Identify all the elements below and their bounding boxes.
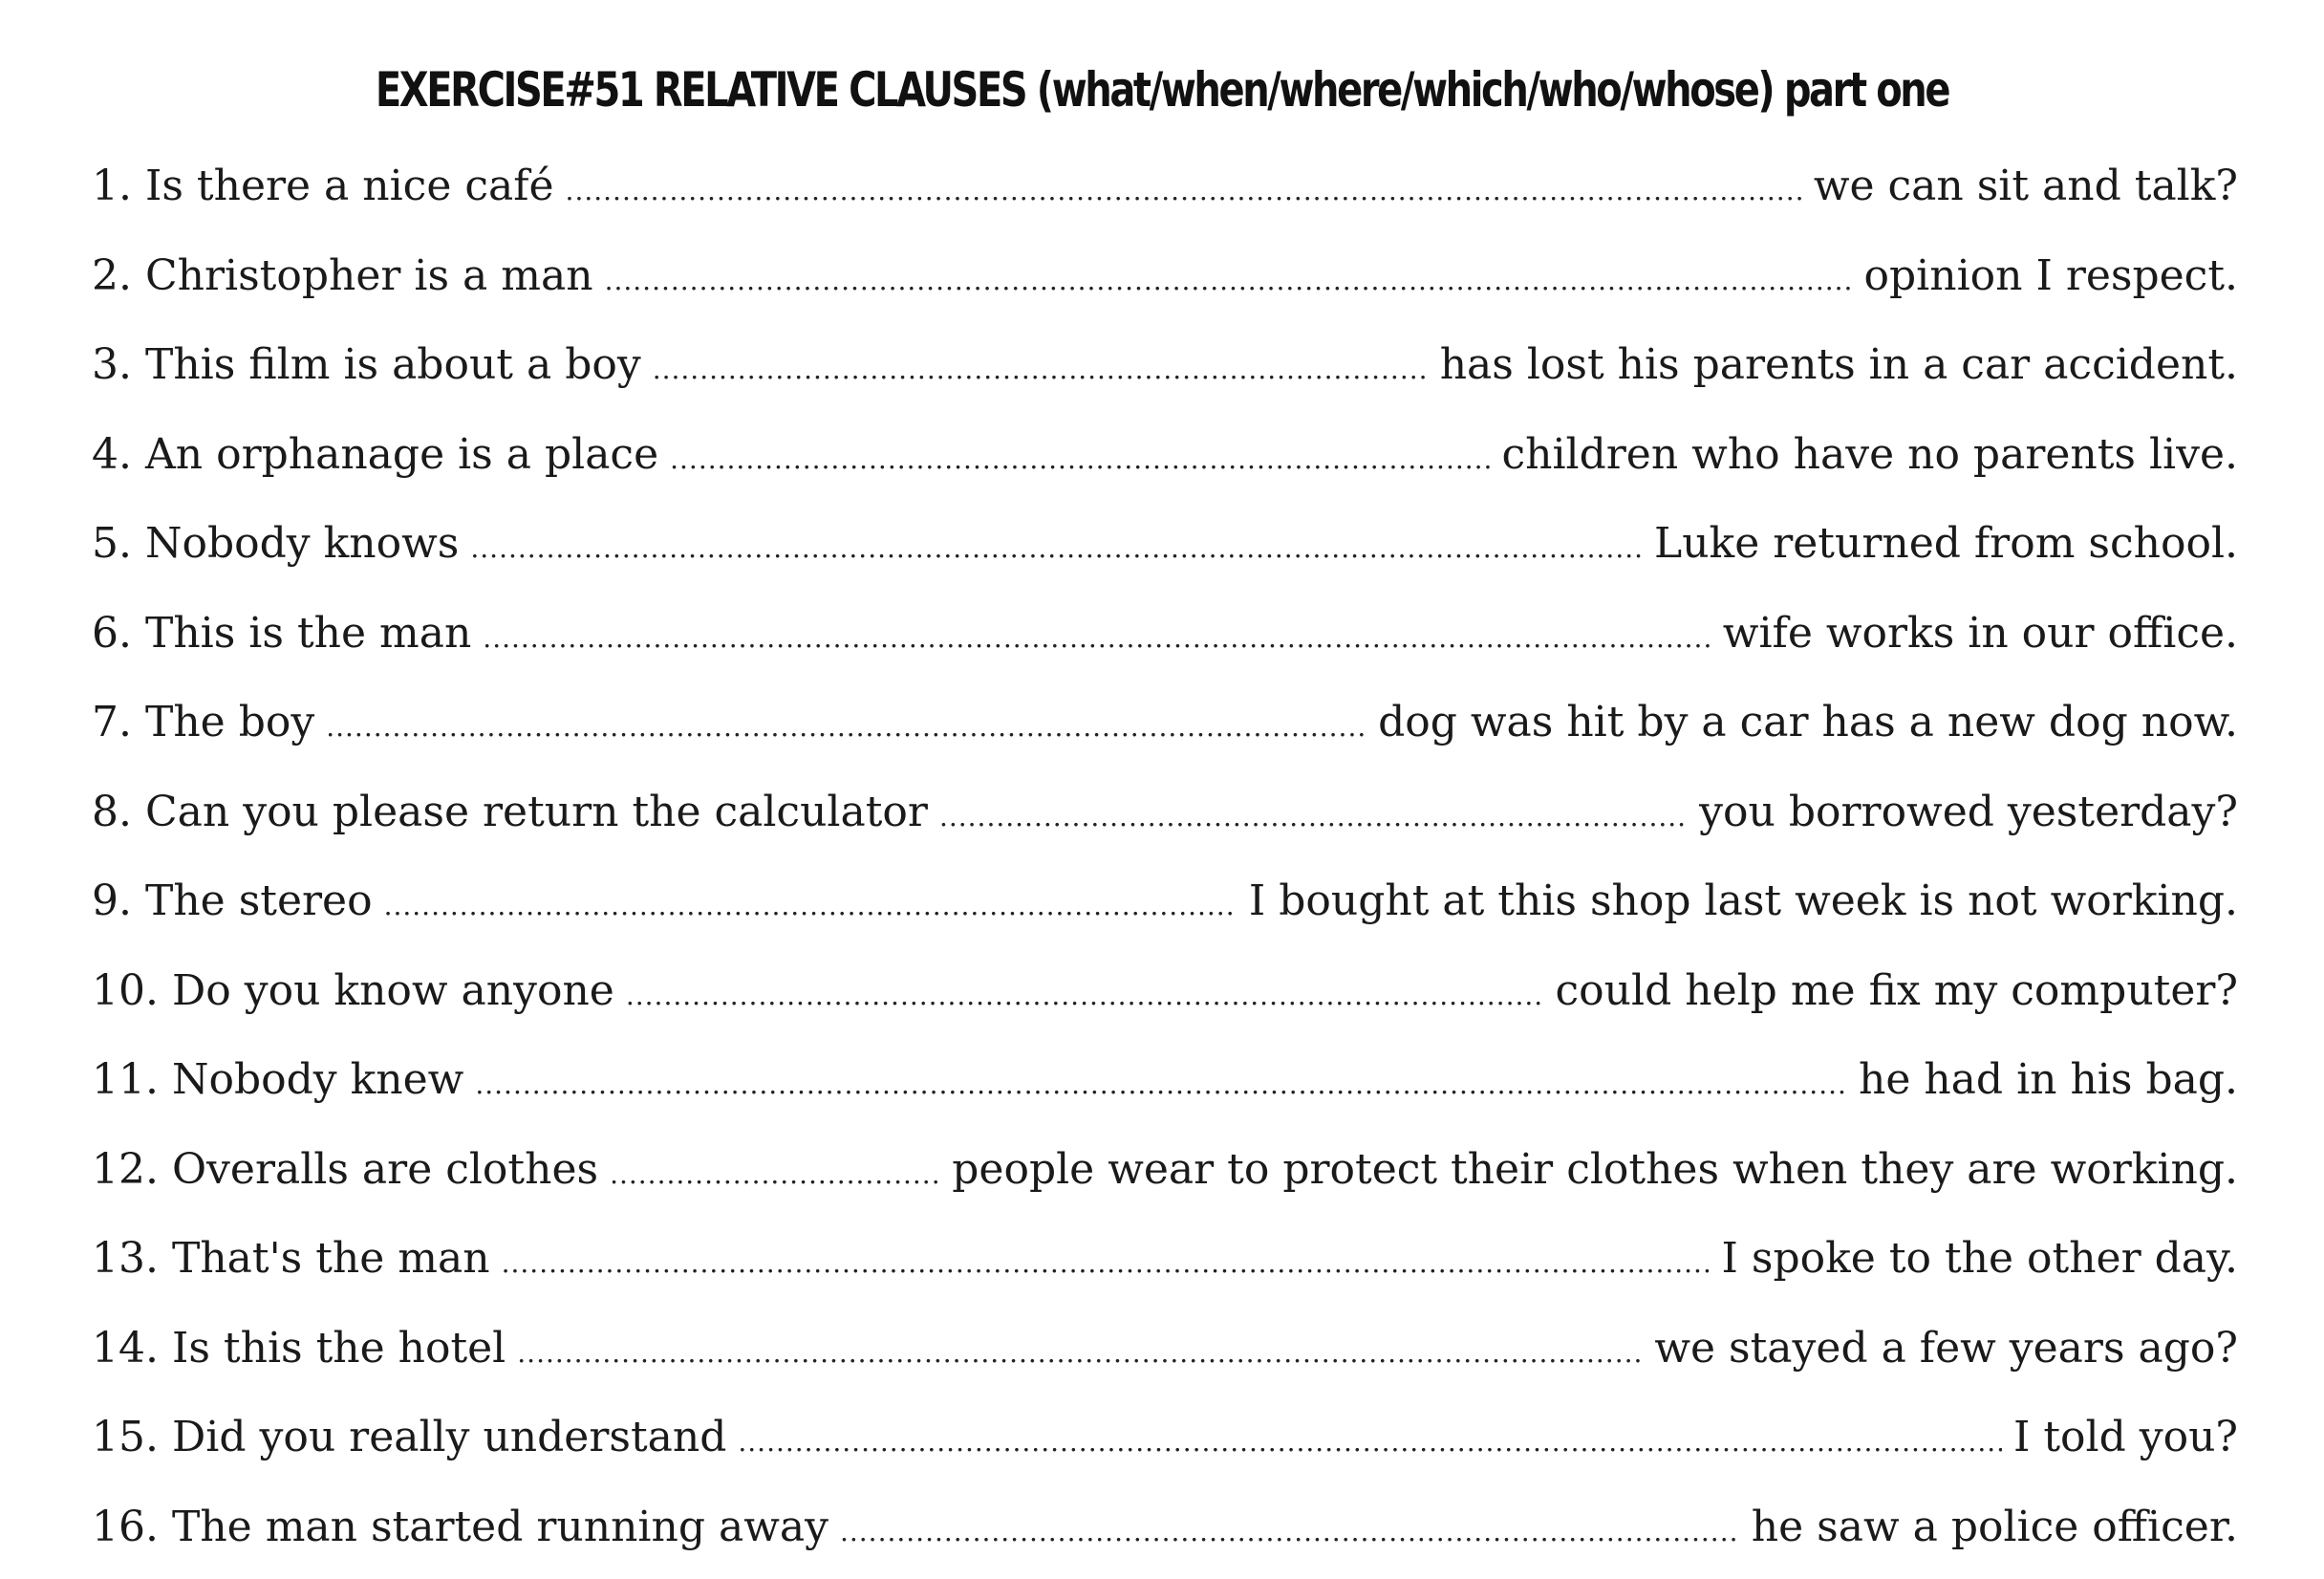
item-number: 15. [92,1413,159,1461]
item-prompt [92,141,554,231]
item-text-before: Is there a nice café [144,162,554,210]
item-number: 7. [92,698,132,746]
item-text-after: he saw a police officer. [1751,1502,2238,1551]
exercise-item [92,1482,2238,1572]
item-number: 11. [92,1055,159,1104]
answer-blank[interactable] [610,1130,940,1220]
item-number: 5. [92,519,132,568]
exercise-item [92,1125,2238,1215]
item-text-after: could help me fix my computer? [1555,965,2238,1015]
item-text-before: Did you really understand [171,1413,727,1461]
item-prompt [92,1035,463,1125]
item-prompt [92,231,593,321]
item-number: 2. [92,250,132,300]
item-text-before: This film is about a boy [144,340,641,389]
item-text-after: wife works in our office. [1722,608,2238,658]
answer-blank[interactable] [502,1219,1711,1309]
item-prompt [92,1393,726,1482]
answer-blank[interactable] [840,1487,1740,1577]
item-text-after: opinion I respect. [1863,250,2238,300]
exercise-item [92,856,2238,946]
item-text-after: I spoke to the other day. [1721,1234,2238,1283]
item-text-before: Can you please return the calculator [144,787,928,836]
item-number: 6. [92,608,132,658]
item-prompt [92,499,459,589]
item-text-after: you borrowed yesterday? [1699,787,2238,836]
item-text-after: people wear to protect their clothes when they are working. [952,1144,2238,1194]
item-text-after: I bought at this shop last week is not working. [1248,876,2238,925]
item-text-before: Is this the hotel [171,1323,506,1373]
item-prompt [92,410,658,500]
item-prompt [92,678,314,768]
item-text-before: Nobody knows [144,519,460,568]
item-text-before: Overalls are clothes [171,1144,599,1194]
item-text-after: children who have no parents live. [1501,429,2238,479]
item-prompt [92,1482,828,1572]
item-text-after: I told you? [2012,1413,2238,1461]
item-text-after: dog was hit by a car has a new dog now. [1378,698,2238,746]
answer-blank[interactable] [738,1397,2002,1487]
answer-blank[interactable] [670,415,1490,505]
item-number: 8. [92,787,132,836]
item-text-before: The stereo [144,876,373,925]
item-text-before: Nobody knew [171,1055,464,1104]
exercise-item [92,589,2238,679]
exercise-item [92,231,2238,321]
item-text-before: The boy [144,698,315,746]
exercise-list [92,141,2238,1571]
answer-blank[interactable] [605,236,1853,326]
answer-blank[interactable] [626,951,1544,1041]
exercise-item [92,410,2238,500]
exercise-item [92,1393,2238,1482]
item-text-after: he had in his bag. [1858,1055,2238,1104]
exercise-item [92,946,2238,1036]
answer-blank[interactable] [470,504,1643,594]
item-number: 13. [92,1234,159,1283]
exercise-item [92,768,2238,857]
item-prompt [92,856,373,946]
item-text-after: Luke returned from school. [1653,519,2238,568]
exercise-title: EXERCISE#51 RELATIVE CLAUSES (what/when/where/which/who/whose) part one [375,62,1949,118]
item-text-after: we stayed a few years ago? [1654,1323,2238,1373]
answer-blank[interactable] [653,325,1429,415]
item-prompt [92,1304,506,1394]
answer-blank[interactable] [483,594,1711,683]
item-text-after: has lost his parents in a car accident. [1439,340,2238,389]
exercise-item [92,1035,2238,1125]
item-text-after: we can sit and talk? [1813,162,2238,210]
answer-blank[interactable] [475,1040,1847,1130]
item-number: 14. [92,1323,159,1373]
item-number: 1. [92,162,132,210]
item-number: 12. [92,1144,159,1194]
item-text-before: That's the man [171,1234,490,1283]
item-prompt [92,320,641,410]
answer-blank[interactable] [566,146,1802,236]
item-text-before: An orphanage is a place [144,429,659,479]
item-prompt [92,946,614,1036]
exercise-item [92,678,2238,768]
item-number: 16. [92,1502,159,1551]
item-text-before: Do you know anyone [171,965,614,1015]
exercise-item [92,1304,2238,1394]
item-text-before: Christopher is a man [144,250,593,300]
exercise-item [92,320,2238,410]
item-number: 3. [92,340,132,389]
item-prompt [92,768,928,857]
answer-blank[interactable] [384,861,1237,951]
item-number: 10. [92,965,159,1015]
item-prompt [92,1214,490,1304]
exercise-item [92,499,2238,589]
answer-blank[interactable] [939,772,1688,862]
item-number: 4. [92,429,132,479]
item-text-before: The man started running away [171,1502,828,1551]
exercise-item [92,1214,2238,1304]
item-prompt [92,1125,598,1215]
item-prompt [92,589,471,679]
answer-blank[interactable] [517,1309,1643,1398]
item-number: 9. [92,876,132,925]
item-text-before: This is the man [144,608,472,658]
answer-blank[interactable] [326,682,1366,772]
exercise-item [92,141,2238,231]
